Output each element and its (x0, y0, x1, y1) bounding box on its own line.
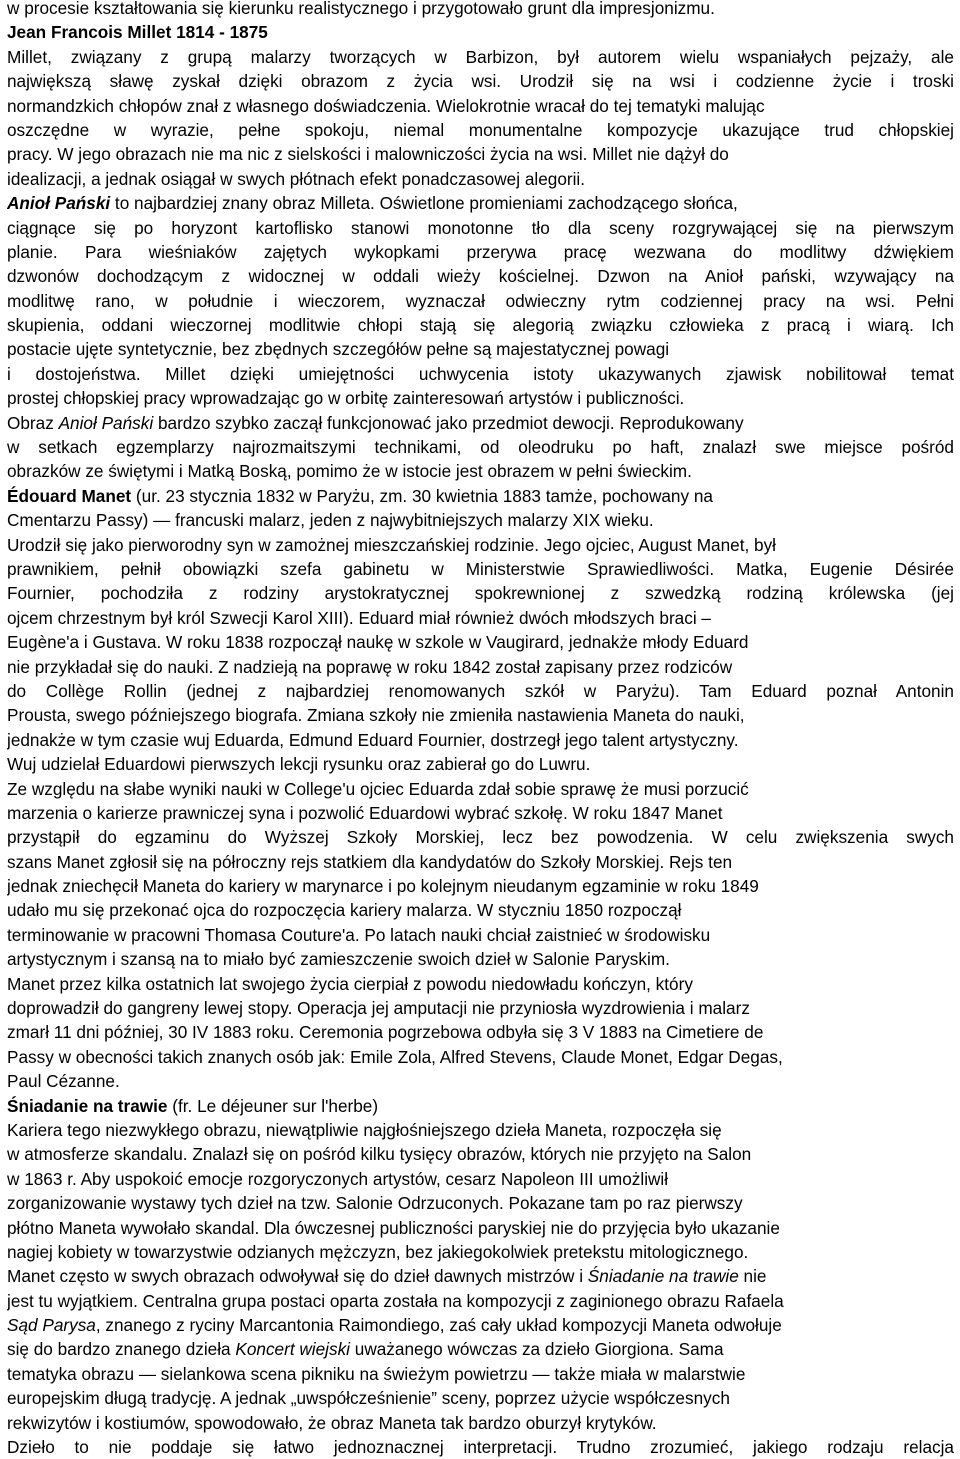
text-line (7, 313, 954, 337)
text-run: Obraz (7, 412, 59, 433)
text-run: terminowanie w pracowni Thomasa Couture'a. Po latach nauki chciał zaistnieć w środowisku (7, 924, 711, 945)
text-run: Dzieło to nie poddaje się łatwo jednoznacznej interpretacji. Trudno zrozumieć, jakiego rodzaju relacja (7, 1437, 954, 1458)
text-run: Kariera tego niezwykłego obrazu, niewątpliwie najgłośniejszego dzieła Maneta, rozpoczęła się (7, 1119, 722, 1140)
text-run: Manet przez kilka ostatnich lat swojego życia cierpiał z powodu niedowładu kończyn, który (7, 973, 693, 994)
text-run: ciągnące się po horyzont kartoflisko stanowi monotonne tło dla sceny rozgrywającej się na pierwszym (7, 217, 954, 238)
text-run: (fr. Le déjeuner sur l'herbe) (167, 1095, 379, 1116)
text-run: oszczędne w wyrazie, pełne spokoju, niemal monumentalne kompozycje ukazujące trud chłopskiej (7, 119, 954, 140)
text-line (7, 1118, 954, 1142)
text-run: się do bardzo znanego dzieła (7, 1339, 236, 1360)
text-run: idealizacji, a jednak osiągał w swych płótnach efekt ponadczasowej alegorii. (7, 168, 586, 189)
text-run: , znanego z ryciny Marcantonia Raimondiego, zaś cały układ kompozycji Maneta odwołuje (95, 1315, 782, 1336)
italic-title: Sąd Parysa (7, 1315, 96, 1336)
text-line (7, 1167, 954, 1191)
text-line (7, 1020, 954, 1044)
text-line (7, 337, 954, 361)
text-line (7, 1069, 954, 1093)
text-run: planie. Para wieśniaków zajętych wykopkami przerywa pracę wezwana do modlitwy dźwiękiem (7, 241, 954, 262)
text-line (7, 191, 954, 215)
text-line (7, 898, 954, 922)
text-run: uważanego wówczas za dzieło Giorgiona. Sama (350, 1339, 724, 1360)
text-line (7, 557, 954, 581)
text-line (7, 45, 954, 69)
text-run: ojcem chrzestnym był król Szwecji Karol XIII). Eduard miał również dwóch młodszych braci – (7, 607, 711, 628)
text-line (7, 679, 954, 703)
text-run: w procesie kształtowania się kierunku realistycznego i przygotowało grunt dla impresjonizmu. (7, 0, 715, 18)
text-run: udało mu się przekonać ojca do rozpoczęcia kariery malarza. W styczniu 1850 rozpoczął (7, 900, 682, 921)
text-run: jednak zniechęcił Maneta do kariery w marynarce i po kolejnym nieudanym egzaminie w roku 1849 (7, 876, 759, 897)
text-run: w setkach egzemplarzy najrozmaitszymi technikami, od oleodruku po haft, znalazł swe miejsce pośród (7, 437, 954, 458)
text-line (7, 630, 954, 654)
text-line (7, 1142, 954, 1166)
text-run: bardzo szybko zaczął funkcjonować jako przedmiot dewocji. Reprodukowany (153, 412, 744, 433)
text-run: artystycznym i szansą na to miało być zamieszczenie swoich dzieł w Salonie Paryskim. (7, 949, 670, 970)
text-line (7, 240, 954, 264)
text-run: Prousta, swego późniejszego biografa. Zmiana szkoły nie zmieniła nastawienia Maneta do nauki, (7, 705, 745, 726)
text-line (7, 1435, 954, 1459)
italic-title: Śniadanie na trawie (587, 1266, 739, 1287)
text-line (7, 459, 954, 483)
text-line (7, 947, 954, 971)
text-run: skupienia, oddani wieczornej modlitwie chłopi stają się alegorią związku człowieka z pracą i wiarą. Ich (7, 315, 954, 336)
text-line (7, 1094, 954, 1118)
text-run: doprowadził do gangreny lewej stopy. Operacja jej amputacji nie przyniosła wyzdrowienia i malarz (7, 998, 750, 1019)
text-run: jest tu wyjątkiem. Centralna grupa postaci oparta została na kompozycji z zaginionego obrazu Rafaela (7, 1290, 784, 1311)
text-run: postacie ujęte syntetycznie, bez zbędnych szczegółów pełne są majestatycznej powagi (7, 339, 670, 360)
bold-italic-title: Anioł Pański (7, 193, 111, 214)
italic-title: Anioł Pański (58, 412, 154, 433)
text-line (7, 874, 954, 898)
text-run: Manet często w swych obrazach odwoływał się do dzieł dawnych mistrzów i (7, 1266, 588, 1287)
text-line (7, 606, 954, 630)
text-run: Eugène'a i Gustava. W roku 1838 rozpoczął naukę w szkole w Vaugirard, jednakże młody Eduard (7, 632, 749, 653)
text-run: Wuj udzielał Eduardowi pierwszych lekcji rysunku oraz zabierał go do Luwru. (7, 754, 591, 775)
text-run: rekwizytów i kostiumów, spowodowało, że obraz Maneta tak bardzo oburzył krytyków. (7, 1412, 657, 1433)
text-run: do Collège Rollin (jednej z najbardziej renomowanych szkół w Paryżu). Tam Eduard poznał Antonin (7, 680, 954, 701)
text-line (7, 1362, 954, 1386)
text-line (7, 435, 954, 459)
text-line (7, 1411, 954, 1435)
text-run: Cmentarzu Passy) — francuski malarz, jeden z najwybitniejszych malarzy XIX wieku. (7, 510, 654, 531)
text-run: w atmosferze skandalu. Znalazł się on pośród kilku tysięcy obrazów, których nie przyjęto na Salon (7, 1144, 752, 1165)
text-run: modlitwę rano, w południe i wieczorem, wyznaczał odwieczny rytm codziennej pracy na wsi. Pełni (7, 290, 954, 311)
text-run: to najbardziej znany obraz Milleta. Oświetlone promieniami zachodzącego słońca, (110, 193, 738, 214)
text-line (7, 1264, 954, 1288)
text-line (7, 581, 954, 605)
text-run: Passy w obecności takich znanych osób jak: Emile Zola, Alfred Stevens, Claude Monet, Edgar Degas, (7, 1046, 783, 1067)
text-run: zorganizowanie wystawy tych dzieł na tzw. Salonie Odrzuconych. Pokazane tam po raz pierwszy (7, 1193, 743, 1214)
text-line (7, 728, 954, 752)
text-run: prawnikiem, pełnił obowiązki szefa gabinetu w Ministerstwie Sprawiedliwości. Matka, Eugenie Désirée (7, 558, 954, 579)
text-run: normandzkich chłopów znał z własnego doświadczenia. Wielokrotnie wracał do tej tematyki malując (7, 95, 765, 116)
text-run: Millet, związany z grupą malarzy tworzących w Barbizon, był autorem wielu wspaniałych pejzaży, ale (7, 46, 954, 67)
text-run: prostej chłopskiej pracy wprowadzając go w orbitę zainteresowań artystów i publiczności. (7, 388, 685, 409)
text-run: przystąpił do egzaminu do Wyższej Szkoły Morskiej, lecz bez powodzenia. W celu zwiększenia swych (7, 827, 954, 848)
text-line (7, 94, 954, 118)
text-line (7, 825, 954, 849)
text-line (7, 216, 954, 240)
text-line (7, 655, 954, 679)
text-run: Ze względu na słabe wyniki nauki w College'u ojciec Eduarda zdał sobie sprawę że musi porzucić (7, 778, 749, 799)
bold-heading: Édouard Manet (7, 485, 132, 506)
text-line (7, 996, 954, 1020)
text-line (7, 386, 954, 410)
bold-heading: Śniadanie na trawie (7, 1095, 168, 1116)
text-run: (ur. 23 stycznia 1832 w Paryżu, zm. 30 kwietnia 1883 tamże, pochowany na (131, 485, 713, 506)
text-line (7, 69, 954, 93)
text-run: Paul Cézanne. (7, 1071, 120, 1092)
text-run: i dostojeństwa. Millet dzięki umiejętności uchwycenia istoty ukazywanych zjawisk nobilitował temat (7, 363, 954, 384)
text-run: dzwonów dochodzącym z widocznej w oddali wieży kościelnej. Dzwon na Anioł pański, wzywający na (7, 266, 954, 287)
text-line (7, 777, 954, 801)
text-run: nagiej kobiety w towarzystwie odzianych mężczyzn, bez jakiegokolwiek pretekstu mitologicznego. (7, 1241, 749, 1262)
text-line (7, 1191, 954, 1215)
text-run: pracy. W jego obrazach nie ma nic z sielskości i malowniczości życia na wsi. Millet nie dążył do (7, 144, 729, 165)
text-line (7, 703, 954, 727)
text-run: płótno Maneta wywołało skandal. Dla ówczesnej publiczności paryskiej nie do przyjęcia było ukazanie (7, 1217, 780, 1238)
text-run: nie przykładał się do nauki. Z nadzieją na poprawę w roku 1842 został zapisany przez rodziców (7, 656, 733, 677)
text-line (7, 508, 954, 532)
text-line (7, 264, 954, 288)
text-run: największą sławę zyskał dzięki obrazom z życia wsi. Urodził się na wsi i codzienne życie i troski (7, 71, 954, 92)
text-run: w 1863 r. Aby uspokoić emocje rozgoryczonych artystów, cesarz Napoleon III umożliwił (7, 1168, 669, 1189)
italic-title: Koncert wiejski (235, 1339, 350, 1360)
text-run: jednakże w tym czasie wuj Eduarda, Edmund Eduard Fournier, dostrzegł jego talent artystyczny. (7, 729, 739, 750)
bold-heading: Jean Francois Millet 1814 - 1875 (7, 22, 268, 43)
text-line (7, 850, 954, 874)
text-line (7, 1289, 954, 1313)
text-line (7, 1045, 954, 1069)
text-run: marzenia o karierze prawniczej syna i pozwolić Eduardowi wybrać szkołę. W roku 1847 Manet (7, 802, 723, 823)
text-line (7, 1240, 954, 1264)
text-run: Urodził się jako pierworodny syn w zamożnej mieszczańskiej rodzinie. Jego ojciec, August Manet, był (7, 534, 777, 555)
text-line (7, 118, 954, 142)
text-run: nie (738, 1266, 767, 1287)
text-run: szans Manet zgłosił się na półroczny rejs statkiem dla kandydatów do Szkoły Morskiej. Rejs ten (7, 851, 733, 872)
text-line (7, 923, 954, 947)
text-line (7, 972, 954, 996)
text-run: zmarł 11 dni później, 30 IV 1883 roku. Ceremonia pogrzebowa odbyła się 3 V 1883 na Cimetiere de (7, 1022, 764, 1043)
text-line (7, 801, 954, 825)
text-line (7, 362, 954, 386)
text-line (7, 20, 954, 44)
text-line (7, 1313, 954, 1337)
text-line (7, 0, 954, 20)
text-run: Fournier, pochodziła z rodziny arystokratycznej spokrewnionej z szwedzką rodziną królewska (jej (7, 583, 954, 604)
text-run: obrazków ze świętymi i Matką Boską, pomimo że w istocie jest obrazem w pełni świeckim. (7, 461, 692, 482)
text-run: tematyka obrazu — sielankowa scena pikniku na świeżym powietrzu — także miała w malarstwie (7, 1363, 746, 1384)
text-line (7, 1386, 954, 1410)
text-line (7, 752, 954, 776)
text-line (7, 167, 954, 191)
text-line (7, 142, 954, 166)
text-line (7, 533, 954, 557)
text-line (7, 289, 954, 313)
text-line (7, 484, 954, 508)
text-line (7, 1337, 954, 1361)
text-line (7, 411, 954, 435)
text-line (7, 1216, 954, 1240)
text-run: europejskim długą tradycję. A jednak „uwspółcześnienie” sceny, poprzez użycie współczesnych (7, 1388, 730, 1409)
